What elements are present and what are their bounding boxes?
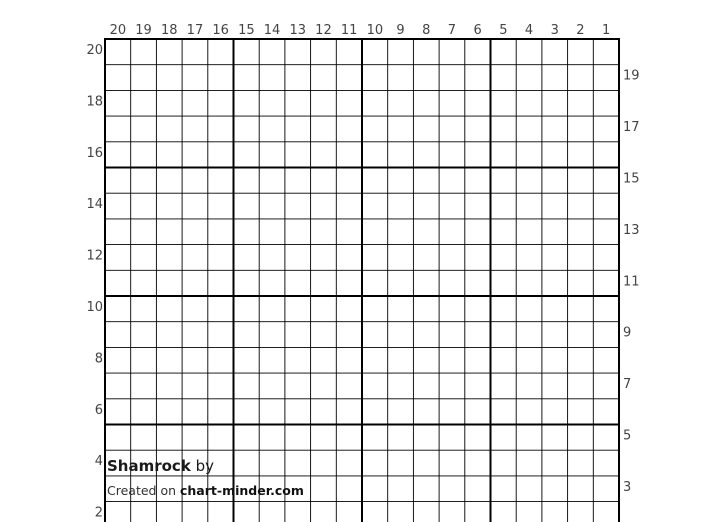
column-label-top: 6 bbox=[473, 23, 482, 38]
column-label-top: 3 bbox=[550, 23, 559, 38]
column-label-top: 8 bbox=[422, 23, 431, 38]
row-label-left: 4 bbox=[94, 454, 103, 470]
row-label-right: 3 bbox=[623, 479, 632, 495]
created-on-credit bbox=[107, 483, 304, 498]
column-label-top: 18 bbox=[160, 23, 178, 38]
row-label-left: 10 bbox=[86, 300, 103, 315]
row-label-right: 11 bbox=[623, 274, 640, 290]
row-label-left: 16 bbox=[86, 145, 103, 161]
column-label-top: 4 bbox=[524, 23, 534, 38]
row-label-right: 9 bbox=[623, 325, 632, 341]
column-label-top: 1 bbox=[602, 23, 611, 38]
column-label-top: 17 bbox=[186, 23, 204, 38]
pattern-title: Shamrock bbox=[107, 457, 191, 475]
row-label-left: 18 bbox=[86, 94, 103, 110]
column-label-top: 10 bbox=[366, 23, 384, 38]
column-label-top: 14 bbox=[263, 23, 281, 38]
row-label-right: 5 bbox=[623, 428, 632, 444]
column-label-top: 13 bbox=[289, 23, 307, 38]
column-label-top: 15 bbox=[238, 23, 255, 38]
row-label-right: 7 bbox=[623, 377, 632, 393]
row-label-right: 17 bbox=[623, 120, 640, 136]
column-label-top: 5 bbox=[499, 23, 508, 38]
row-label-right: 15 bbox=[623, 171, 640, 187]
column-label-top: 20 bbox=[109, 23, 127, 38]
column-label-top: 7 bbox=[447, 23, 457, 38]
column-label-top: 9 bbox=[396, 23, 405, 38]
row-label-left: 8 bbox=[94, 351, 103, 367]
site-link[interactable]: chart-minder.com bbox=[180, 483, 304, 498]
created-on-label: Created on bbox=[107, 483, 177, 498]
row-label-right: 19 bbox=[623, 68, 640, 84]
row-label-left: 14 bbox=[86, 197, 103, 213]
row-label-right: 13 bbox=[623, 222, 640, 238]
row-label-left: 12 bbox=[86, 248, 103, 264]
row-label-left: 6 bbox=[94, 402, 103, 418]
column-label-top: 16 bbox=[212, 23, 229, 38]
column-label-top: 2 bbox=[576, 23, 585, 38]
column-label-top: 11 bbox=[340, 23, 358, 38]
row-label-left: 2 bbox=[94, 505, 103, 521]
row-label-left: 20 bbox=[86, 43, 103, 58]
pattern-title-line bbox=[107, 457, 214, 475]
column-label-top: 12 bbox=[315, 23, 332, 38]
column-label-top: 19 bbox=[135, 23, 152, 38]
pattern-by-label: by bbox=[195, 457, 214, 475]
